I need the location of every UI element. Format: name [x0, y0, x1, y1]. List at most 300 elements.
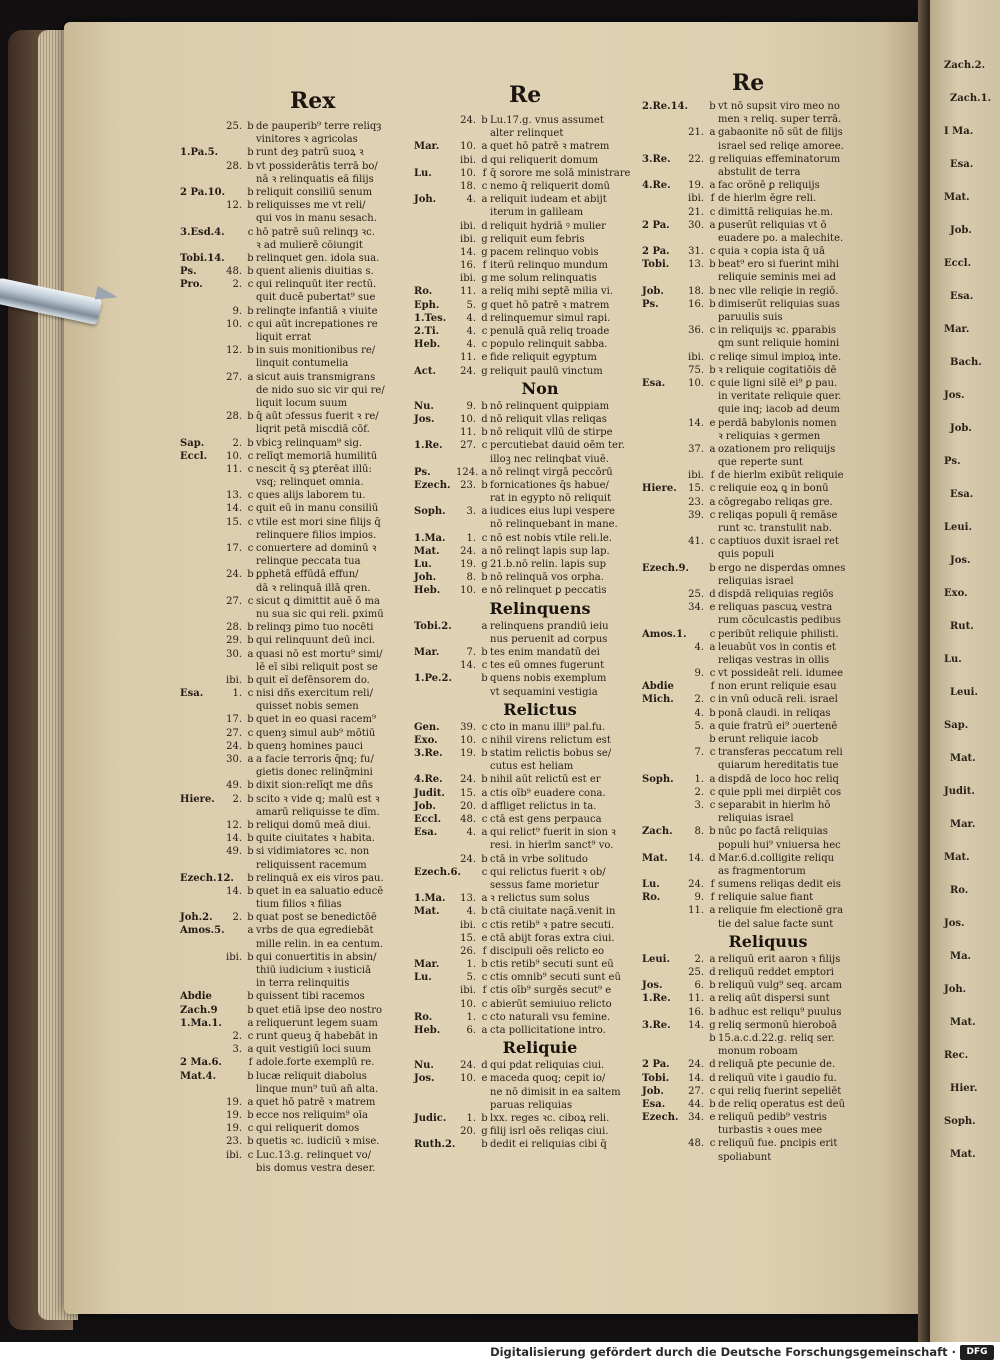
- citation-ref: Soph.: [414, 506, 446, 518]
- chapter-number: [222, 661, 245, 674]
- citation-ref: [180, 608, 222, 621]
- entry-line: [180, 555, 432, 568]
- citation-ref: [180, 1135, 222, 1148]
- chapter-number: 15.: [460, 787, 476, 799]
- next-page-ref: Jos.: [944, 918, 965, 929]
- section-letter: a: [481, 466, 488, 478]
- citation-ref: [642, 192, 684, 205]
- entry-text: filij isrl oēs reliqas ciui.: [490, 1126, 609, 1138]
- citation-ref: [642, 364, 684, 377]
- section-letter: b: [247, 200, 254, 212]
- section-letter: [707, 1151, 718, 1164]
- entry-text: thiū iudicium ꝛ iusticiā: [256, 965, 372, 976]
- chapter-number: [456, 453, 479, 466]
- chapter-number: 25.: [688, 588, 704, 600]
- chapter-number: ibi.: [226, 951, 242, 963]
- entry-line: [642, 232, 894, 245]
- section-letter: c: [247, 1149, 254, 1161]
- citation-ref: [642, 140, 684, 153]
- entry-text: relinquet gen. idola sua.: [256, 252, 380, 264]
- entry-text: in vnū oducā reli. israel: [718, 694, 838, 706]
- citation-ref: 2 Pa.: [642, 1059, 670, 1071]
- citation-ref: 2.Re.14.: [642, 101, 688, 112]
- chapter-number: [684, 759, 707, 772]
- entry-text: ꝛ relictus sum solus: [490, 893, 590, 905]
- chapter-number: [684, 456, 707, 469]
- entry-text: quet hō patrē ꝛ matrem: [490, 141, 610, 153]
- chapter-number: [222, 133, 245, 146]
- chapter-number: 17.: [226, 543, 242, 554]
- section-letter: [707, 337, 718, 350]
- entry-text: paruas reliquias: [490, 1099, 573, 1111]
- entry-line: [414, 760, 666, 773]
- entry-line: [642, 878, 894, 891]
- citation-ref: [642, 654, 684, 667]
- section-letter: [707, 522, 718, 535]
- entry-line: [414, 734, 666, 747]
- section-letter: [245, 357, 256, 370]
- section-letter: [245, 555, 256, 568]
- section-letter: a: [709, 953, 716, 965]
- citation-ref: [642, 232, 684, 245]
- entry-line: [180, 819, 432, 832]
- section-letter: d: [481, 154, 488, 166]
- entry-line: [180, 450, 432, 463]
- section-letter: b: [247, 569, 254, 581]
- entry-line: [414, 114, 666, 127]
- citation-ref: Exo.: [414, 734, 438, 746]
- chapter-number: [684, 113, 707, 126]
- citation-ref: [642, 324, 684, 337]
- entry-text: reliquie salue fiant: [718, 892, 814, 904]
- entry-text: reliquū reddet emptori: [718, 967, 834, 978]
- entry-line: [414, 826, 666, 839]
- section-letter: b: [709, 1006, 716, 1018]
- section-letter: b: [481, 853, 488, 865]
- citation-ref: Leui.: [642, 953, 670, 965]
- entry-text: vt sequamini vestigia: [490, 686, 598, 698]
- chapter-number: 19.: [460, 559, 476, 570]
- entry-text: quit ducē pubertat⁹ sue: [256, 292, 376, 304]
- entry-line: [642, 720, 894, 733]
- chapter-number: 24.: [460, 545, 476, 557]
- citation-ref: [180, 133, 222, 146]
- entry-text: vrbs de qua egrediebāt: [256, 925, 374, 937]
- citation-ref: [642, 311, 684, 324]
- entry-line: [180, 423, 432, 436]
- entry-text: runt deȝ patrū suoꝝ ꝛ: [256, 147, 364, 159]
- citation-ref: [180, 885, 222, 898]
- entry-line: [180, 437, 432, 450]
- chapter-number: 10.: [460, 167, 476, 179]
- entry-text: relinquemur simul rapi.: [490, 312, 611, 324]
- section-letter: a: [709, 180, 716, 192]
- entry-line: [414, 558, 666, 571]
- citation-ref: [180, 859, 222, 872]
- chapter-number: 18.: [688, 285, 704, 297]
- chapter-number: 24.: [688, 1059, 704, 1071]
- entry-text: separabit in hierlm hō: [718, 799, 831, 811]
- citation-ref: [642, 614, 684, 627]
- section-letter: [245, 291, 256, 304]
- citation-ref: 2 Pa.10.: [180, 186, 226, 198]
- chapter-number: [684, 522, 707, 535]
- chapter-number: [222, 990, 245, 1003]
- chapter-number: [684, 1151, 707, 1164]
- section-letter: c: [709, 694, 716, 706]
- section-letter: [707, 311, 718, 324]
- citation-ref: [180, 951, 222, 964]
- chapter-number: [222, 476, 245, 489]
- section-heading: [414, 598, 666, 620]
- citation-ref: [414, 114, 456, 127]
- chapter-number: [684, 548, 707, 561]
- citation-ref: Amos.5.: [180, 925, 225, 937]
- chapter-number: ibi.: [688, 351, 704, 363]
- citation-ref: [414, 633, 456, 646]
- chapter-number: 5.: [466, 972, 476, 984]
- section-letter: c: [481, 919, 488, 931]
- entry-text: leuabūt vos in contis et: [718, 641, 836, 653]
- section-letter: c: [247, 450, 254, 462]
- entry-line: [642, 733, 894, 746]
- chapter-number: 75.: [688, 364, 704, 376]
- citation-ref: [180, 753, 222, 766]
- entry-text: ꝗm sunt reliquie homini: [718, 338, 840, 350]
- chapter-number: 1.: [694, 773, 704, 785]
- section-letter: [707, 430, 718, 443]
- entry-line: [414, 1011, 666, 1024]
- entry-line: [414, 426, 666, 439]
- citation-ref: [642, 390, 684, 403]
- entry-line: [642, 918, 894, 931]
- entry-text: illoꝫ nec relinqbat viuē.: [490, 453, 609, 465]
- entry-text: Lu.17.g. vnus assumet: [490, 115, 604, 126]
- entry-text: ponā claudi. in reliqas: [718, 707, 831, 719]
- section-letter: b: [247, 1110, 254, 1122]
- entry-text: iterum in galileam: [490, 207, 584, 219]
- entry-line: [180, 964, 432, 977]
- next-page-ref: Zach.2.: [944, 60, 986, 71]
- entry-line: [180, 911, 432, 924]
- chapter-number: 2.: [232, 279, 242, 291]
- chapter-number: [222, 239, 245, 252]
- citation-ref: 4.Re.: [642, 180, 671, 192]
- chapter-number: 19.: [688, 180, 704, 192]
- chapter-number: 11.: [460, 352, 476, 364]
- entry-text: ergo ne disperdas omnes: [718, 562, 846, 574]
- section-letter: b: [709, 364, 716, 376]
- entry-text: ꝛ reliquie cogitatiōis dē: [718, 364, 837, 376]
- chapter-number: 29.: [226, 635, 242, 647]
- entry-text: nō relinquent quippiam: [490, 400, 610, 412]
- entry-line: [180, 252, 432, 265]
- entry-text: nu sua sic qui reli. ꝑximū: [256, 608, 384, 620]
- entry-text: relinquā ex eis viros pau.: [256, 872, 384, 884]
- chapter-number: 37.: [688, 443, 704, 455]
- section-letter: [479, 760, 490, 773]
- citation-ref: [414, 760, 456, 773]
- section-letter: [479, 453, 490, 466]
- citation-ref: [642, 417, 684, 430]
- section-letter: a: [481, 620, 488, 632]
- entry-text: quasi nō est mortu⁹ simi/: [256, 648, 383, 660]
- section-letter: [707, 654, 718, 667]
- citation-ref: [180, 595, 222, 608]
- entry-text: reliquū vite i gaudio fu.: [718, 1072, 837, 1084]
- chapter-number: 5.: [466, 299, 476, 311]
- section-letter: c: [247, 490, 254, 502]
- entry-text: quisset nobis semen: [256, 701, 359, 713]
- entry-text: relinqȝ ꝑimo tuo nocēti: [256, 622, 374, 634]
- entry-line: [414, 945, 666, 958]
- entry-line: [414, 505, 666, 518]
- entry-line: [180, 318, 432, 331]
- entry-line: [642, 852, 894, 865]
- chapter-number: ibi.: [688, 470, 704, 482]
- section-letter: d: [709, 852, 716, 864]
- chapter-number: ibi.: [460, 985, 476, 997]
- chapter-number: 16.: [688, 298, 704, 310]
- entry-line: [642, 390, 894, 403]
- entry-line: [414, 879, 666, 892]
- entry-text: reliquū fue. ꝑncipis erit: [718, 1138, 838, 1150]
- entry-text: gietis donec relinq̄mini: [256, 767, 373, 779]
- entry-line: [180, 1017, 432, 1030]
- citation-ref: [414, 453, 456, 466]
- citation-ref: [180, 727, 222, 740]
- entry-text: quit eū in manu consiliū: [256, 503, 379, 515]
- entry-text: de reliq operatus est deū: [718, 1098, 846, 1110]
- entry-line: [414, 338, 666, 351]
- footer-bar: [0, 1342, 1000, 1363]
- citation-ref: [180, 1030, 222, 1043]
- entry-line: [180, 344, 432, 357]
- chapter-number: 15.: [460, 932, 476, 944]
- entry-text: quat post se benedictōē: [256, 912, 377, 924]
- section-letter: b: [247, 885, 254, 897]
- section-letter: b: [709, 707, 716, 719]
- chapter-number: [222, 964, 245, 977]
- section-letter: d: [709, 967, 716, 978]
- citation-ref: [642, 812, 684, 825]
- entry-text: in terra relinquitis: [256, 978, 350, 990]
- chapter-number: [222, 397, 245, 410]
- chapter-number: 14.: [688, 1072, 704, 1084]
- section-letter: b: [709, 285, 716, 297]
- entry-line: [642, 285, 894, 298]
- entry-text: alter relinquet: [490, 128, 564, 140]
- chapter-number: 8.: [466, 572, 476, 584]
- section-heading-text: Reliquie: [502, 1038, 578, 1058]
- citation-ref: [180, 1109, 222, 1122]
- section-letter: a: [247, 1017, 254, 1029]
- section-letter: [707, 113, 718, 126]
- citation-ref: Act.: [414, 365, 436, 377]
- section-letter: b: [709, 734, 716, 745]
- chapter-number: [222, 555, 245, 568]
- entry-line: [180, 529, 432, 542]
- entry-text: cōgregabo reliqas gre.: [718, 496, 833, 508]
- section-letter: g: [481, 246, 488, 258]
- citation-ref: [414, 518, 456, 531]
- entry-line: [642, 992, 894, 1005]
- entry-line: [642, 966, 894, 979]
- section-letter: d: [709, 588, 716, 600]
- entry-line: [180, 1149, 432, 1162]
- section-letter: b: [481, 572, 488, 584]
- section-letter: [245, 766, 256, 779]
- entry-line: [180, 1070, 432, 1083]
- section-letter: c: [709, 509, 716, 521]
- entry-line: [642, 430, 894, 443]
- entry-text: relinquere filios impios.: [256, 529, 377, 541]
- entry-line: [642, 324, 894, 337]
- next-page-ref: Joh.: [944, 984, 967, 995]
- chapter-number: 24.: [460, 365, 476, 377]
- chapter-number: [684, 839, 707, 852]
- section-letter: c: [247, 727, 254, 739]
- entry-text: tes eū omnes fugerunt: [490, 660, 605, 672]
- entry-text: gabaonite nō sūt de filijs: [718, 127, 843, 139]
- entry-text: reliquā ꝑte pecunie de.: [718, 1059, 836, 1071]
- citation-ref: [414, 659, 456, 672]
- entry-text: qui reliquerit domos: [256, 1123, 360, 1135]
- chapter-number: 34.: [688, 602, 704, 614]
- citation-ref: [414, 998, 456, 1011]
- citation-ref: [414, 180, 456, 193]
- section-letter: [245, 898, 256, 911]
- citation-ref: [642, 918, 684, 931]
- chapter-number: 11.: [688, 993, 704, 1005]
- section-letter: f: [710, 470, 715, 482]
- citation-ref: [180, 1043, 222, 1056]
- chapter-number: 10.: [460, 1073, 476, 1085]
- chapter-number: 4.: [466, 326, 476, 337]
- entry-text: cto naturali vsu femine.: [490, 1011, 611, 1023]
- entry-text: tes enim mandatū dei: [490, 646, 600, 658]
- section-letter: [707, 1124, 718, 1137]
- chapter-number: ibi.: [688, 193, 704, 205]
- entry-text: vtile est mori sine filijs q̄: [256, 516, 381, 528]
- next-page-ref: Mat.: [944, 852, 970, 863]
- citation-ref: [642, 1137, 684, 1150]
- citation-ref: Zach.: [642, 826, 673, 838]
- section-letter: a: [481, 286, 488, 298]
- chapter-number: 4.: [466, 312, 476, 324]
- entry-line: [642, 403, 894, 416]
- entry-text: qui relict⁹ fuerit in sion ꝛ: [490, 827, 616, 839]
- section-letter: c: [247, 463, 254, 475]
- citation-ref: [180, 173, 222, 186]
- citation-ref: [180, 674, 222, 687]
- section-heading-text: Relictus: [503, 699, 577, 719]
- section-letter: b: [481, 427, 488, 439]
- chapter-number: [222, 924, 245, 937]
- chapter-number: 18.: [460, 180, 476, 192]
- chapter-number: 24.: [226, 569, 242, 581]
- section-letter: a: [481, 194, 488, 206]
- chapter-number: [222, 1083, 245, 1096]
- chapter-number: 19.: [226, 1096, 242, 1108]
- citation-ref: [642, 799, 684, 812]
- citation-ref: [414, 351, 456, 364]
- chapter-number: [684, 271, 707, 284]
- entry-text: ctā ciuitate naçã.venit in: [490, 906, 616, 918]
- chapter-number: 48.: [226, 266, 242, 278]
- citation-ref: [414, 686, 456, 699]
- citation-ref: [180, 357, 222, 370]
- section-letter: [707, 812, 718, 825]
- citation-ref: [180, 819, 222, 832]
- entry-text: resi. in hierlm sanct⁹ vo.: [490, 840, 614, 852]
- entry-text: cutus est heliam: [490, 761, 574, 773]
- section-letter: [479, 127, 490, 140]
- section-letter: a: [709, 496, 716, 508]
- entry-text: quenȝ simul aub⁹ mōtiū: [256, 727, 376, 739]
- entry-line: [414, 839, 666, 852]
- entry-line: [642, 1045, 894, 1058]
- citation-ref: 3.Esd.4.: [180, 226, 225, 238]
- section-letter: [245, 806, 256, 819]
- entry-text: quet in ea saluatio educē: [256, 885, 384, 897]
- chapter-number: [684, 100, 707, 113]
- citation-ref: Hiere.: [642, 483, 677, 495]
- section-letter: f: [248, 1057, 253, 1069]
- citation-ref: [414, 426, 456, 439]
- entry-text: reliq mihi septē milia vi.: [490, 286, 613, 298]
- chapter-number: 27.: [460, 440, 476, 452]
- next-page-ref: Esa.: [950, 159, 974, 170]
- section-letter: [479, 879, 490, 892]
- next-page-ref: Judit.: [944, 786, 975, 797]
- chapter-number: [684, 430, 707, 443]
- chapter-number: 14.: [226, 833, 242, 845]
- citation-ref: 1.Ma.1.: [180, 1017, 222, 1029]
- entry-line: [180, 502, 432, 515]
- citation-ref: Tobi.: [642, 1072, 670, 1084]
- entry-line: [180, 568, 432, 581]
- entry-line: [642, 443, 894, 456]
- section-heading: [414, 699, 666, 721]
- entry-line: [414, 971, 666, 984]
- citation-ref: Ezech.9.: [642, 562, 689, 574]
- entry-text: de pauperib⁹ terre reliqȝ: [256, 121, 382, 132]
- next-page-ref: Lu.: [944, 654, 962, 665]
- section-letter: b: [247, 186, 254, 198]
- chapter-number: [456, 672, 479, 685]
- citation-ref: Mat.: [414, 545, 440, 557]
- entry-text: nā ꝛ relinquatis eā filijs: [256, 173, 374, 185]
- citation-ref: [180, 318, 222, 331]
- citation-ref: [414, 127, 456, 140]
- entry-line: [414, 620, 666, 633]
- entry-text: nō relinqt lapis sup lap.: [490, 545, 610, 557]
- citation-ref: [414, 945, 456, 958]
- section-letter: a: [481, 506, 488, 518]
- entry-line: [642, 904, 894, 917]
- entry-text: dimittā reliquias he.m.: [718, 206, 834, 218]
- entry-line: [414, 233, 666, 246]
- section-letter: a: [247, 754, 254, 765]
- entry-line: [180, 674, 432, 687]
- entry-text: si vidimiatores ꝛc. non: [256, 846, 370, 858]
- citation-ref: [642, 206, 684, 219]
- entry-line: [414, 127, 666, 140]
- chapter-number: [684, 628, 707, 641]
- citation-ref: [414, 154, 456, 167]
- entry-line: [414, 919, 666, 932]
